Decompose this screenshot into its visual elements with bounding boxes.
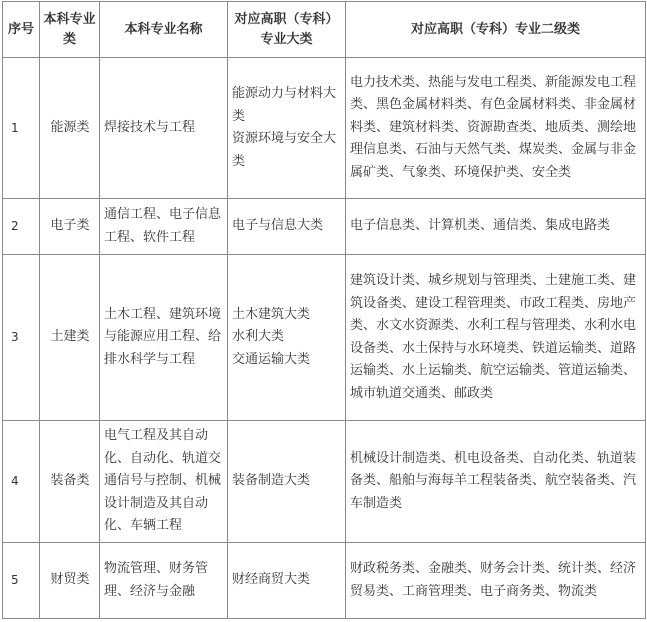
row-category: 电子类 [40,199,100,255]
vocational-line: 资源环境与安全大类 [232,131,337,169]
vocational-line: 水利大类 [232,329,285,345]
row-vocational [228,421,346,543]
table-row [3,421,646,543]
row-subcategories: 电力技术类、热能与发电工程类、新能源发电工程类、黑色金属材料类、有色金属材料类、非金属材料类、建筑材料类、资源勘查类、地质类、测绘地理信息类、石油与天然气类、煤炭类、金属与非金属矿类、气象类、环境保护类、安全类 [346,58,646,199]
header-vocational-category: 对应高职（专科）专业大类 [228,2,346,58]
row-vocational [228,255,346,421]
header-category: 本科专业类 [40,2,100,58]
row-seq: 2 [3,199,40,255]
vocational-line: 交通运输大类 [232,351,311,367]
vocational-line: 能源动力与材料大类 [232,86,337,124]
header-major-names: 本科专业名称 [100,2,228,58]
row-category: 土建类 [40,255,100,421]
header-seq: 序号 [3,2,40,58]
row-subcategories: 机械设计制造类、机电设备类、自动化类、轨道装备类、船舶与海每羊工程装备类、航空装备类、汽车制造类 [346,421,646,543]
header-vocational-subcategory: 对应高职（专科）专业二级类 [346,2,646,58]
row-seq: 4 [3,421,40,543]
row-category: 装备类 [40,421,100,543]
row-majors: 物流管理、财务管理、经济与金融 [100,543,228,619]
vocational-line: 土木建筑大类 [232,306,311,322]
row-majors: 焊接技术与工程 [100,58,228,199]
row-category: 财贸类 [40,543,100,619]
vocational-line: 财经商贸大类 [232,572,311,588]
row-vocational [228,199,346,255]
table-row [3,255,646,421]
row-category: 能源类 [40,58,100,199]
row-subcategories: 财政税务类、金融类、财务会计类、统计类、经济贸易类、工商管理类、电子商务类、物流类 [346,543,646,619]
vocational-line: 装备制造大类 [232,473,311,489]
row-vocational [228,543,346,619]
row-seq: 3 [3,255,40,421]
table-row [3,543,646,619]
table-header-row [3,2,646,58]
vocational-line: 电子与信息大类 [232,218,324,234]
row-subcategories: 建筑设计类、城乡规划与管理类、土建施工类、建筑设备类、建设工程管理类、市政工程类、房地产类、水文水资源类、水利工程与管理类、水利水电设备类、水土保持与水环境类、铁道运输类、道路运输类、水上运输类、航空运输类、管道运输类、城市轨道交通类、邮政类 [346,255,646,421]
row-majors: 电气工程及其自动化、自动化、轨道交通信号与控制、机械设计制造及其自动化、车辆工程 [100,421,228,543]
row-majors: 土木工程、建筑环境与能源应用工程、给排水科学与工程 [100,255,228,421]
table-row [3,58,646,199]
table-row [3,199,646,255]
row-majors: 通信工程、电子信息工程、软件工程 [100,199,228,255]
row-subcategories: 电子信息类、计算机类、通信类、集成电路类 [346,199,646,255]
row-seq: 1 [3,58,40,199]
row-seq: 5 [3,543,40,619]
row-vocational [228,58,346,199]
major-mapping-table [2,1,646,619]
